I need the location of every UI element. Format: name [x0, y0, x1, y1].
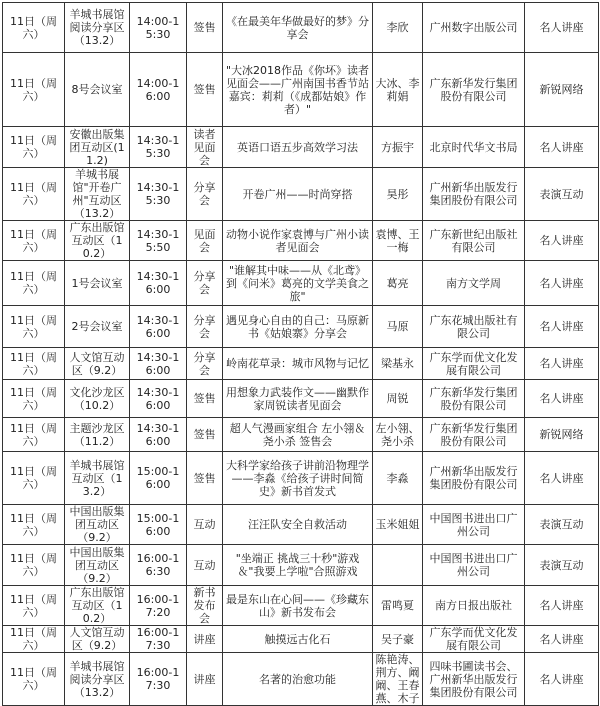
cell-cat: 新锐网络: [525, 53, 599, 127]
cell-type: 分享会: [187, 261, 223, 306]
cell-venue: 2号会议室: [65, 306, 130, 348]
cell-guest: 李欣: [373, 3, 423, 53]
cell-date: 11日（周六）: [3, 626, 65, 653]
cell-time: 14:00-16:00: [130, 53, 187, 127]
cell-time: 14:30-15:30: [130, 168, 187, 221]
cell-date: 11日（周六）: [3, 380, 65, 418]
table-row: [3, 348, 599, 380]
cell-guest: 马原: [373, 306, 423, 348]
cell-org: 广州新华出版发行集团股份有限公司: [423, 452, 525, 505]
cell-venue: 羊城书展馆互动区（13.2）: [65, 452, 130, 505]
cell-venue: 中国出版集团互动区（9.2）: [65, 545, 130, 586]
cell-guest: 昊彤: [373, 168, 423, 221]
cell-venue: 8号会议室: [65, 53, 130, 127]
table-row: [3, 380, 599, 418]
cell-cat: 名人讲座: [525, 653, 599, 706]
cell-date: 11日（周六）: [3, 53, 65, 127]
cell-venue: 广东出版馆互动区（10.2）: [65, 586, 130, 626]
cell-title: 用想象力武装作文——幽默作家周锐读者见面会: [223, 380, 373, 418]
cell-venue: 主题沙龙区（11.2）: [65, 418, 130, 452]
cell-date: 11日（周六）: [3, 127, 65, 168]
cell-date: 11日（周六）: [3, 586, 65, 626]
cell-date: 11日（周六）: [3, 505, 65, 545]
cell-guest: 吴子豪: [373, 626, 423, 653]
cell-time: 16:00-17:20: [130, 586, 187, 626]
cell-cat: 名人讲座: [525, 452, 599, 505]
cell-cat: 名人讲座: [525, 306, 599, 348]
cell-time: 15:00-16:00: [130, 452, 187, 505]
cell-venue: 人文馆互动区（9.2）: [65, 626, 130, 653]
cell-type: 互动: [187, 505, 223, 545]
cell-title: 遇见身心自由的自己：马原新书《姑娘寨》分享会: [223, 306, 373, 348]
cell-date: 11日（周六）: [3, 452, 65, 505]
cell-date: 11日（周六）: [3, 306, 65, 348]
cell-type: 签售: [187, 53, 223, 127]
cell-guest: 梁基永: [373, 348, 423, 380]
cell-title: 触摸远古化石: [223, 626, 373, 653]
cell-venue: 羊城书展馆阅读分享区（13.2）: [65, 653, 130, 706]
cell-guest: 左小翎、尧小杀: [373, 418, 423, 452]
cell-type: 读者见面会: [187, 127, 223, 168]
table-row: [3, 221, 599, 261]
cell-cat: 名人讲座: [525, 221, 599, 261]
cell-title: "谁解其中味——从《北鸢》到《问米》葛亮的文学美食之旅": [223, 261, 373, 306]
cell-title: 岭南花草录：城市风物与记忆: [223, 348, 373, 380]
table-row: [3, 418, 599, 452]
cell-type: 讲座: [187, 626, 223, 653]
cell-venue: 广东出版馆互动区（10.2）: [65, 221, 130, 261]
cell-cat: 名人讲座: [525, 380, 599, 418]
cell-type: 新书发布会: [187, 586, 223, 626]
cell-title: 汪汪队安全自救活动: [223, 505, 373, 545]
cell-time: 14:30-16:00: [130, 306, 187, 348]
cell-type: 签售: [187, 418, 223, 452]
table-row: [3, 261, 599, 306]
table-row: [3, 545, 599, 586]
cell-time: 15:00-16:00: [130, 505, 187, 545]
cell-org: 广州新华出版发行集团股份有限公司: [423, 168, 525, 221]
table-row: [3, 306, 599, 348]
cell-guest: 李淼: [373, 452, 423, 505]
cell-org: 广州数字出版公司: [423, 3, 525, 53]
table-row: [3, 505, 599, 545]
cell-guest: 葛亮: [373, 261, 423, 306]
cell-time: 14:30-15:30: [130, 127, 187, 168]
cell-time: 16:00-17:30: [130, 626, 187, 653]
table-row: [3, 653, 599, 706]
cell-venue: 羊城书展馆阅读分享区（13.2）: [65, 3, 130, 53]
cell-type: 见面会: [187, 221, 223, 261]
cell-type: 签售: [187, 452, 223, 505]
cell-org: 广东新华发行集团股份有限公司: [423, 53, 525, 127]
table-row: [3, 3, 599, 53]
cell-date: 11日（周六）: [3, 653, 65, 706]
cell-org: 中国图书进出口广州公司: [423, 505, 525, 545]
cell-org: 四味书圃读书会、广州新华出版发行集团股份有限公司: [423, 653, 525, 706]
cell-org: 北京时代华文书局: [423, 127, 525, 168]
cell-org: 中国图书进出口广州公司: [423, 545, 525, 586]
cell-venue: 羊城书展馆"开卷广州"互动区（13.2）: [65, 168, 130, 221]
cell-org: 广东学而优文化发展有限公司: [423, 626, 525, 653]
cell-date: 11日（周六）: [3, 168, 65, 221]
cell-title: 最是东山在心间——《珍藏东山》新书发布会: [223, 586, 373, 626]
cell-cat: 名人讲座: [525, 586, 599, 626]
cell-cat: 名人讲座: [525, 348, 599, 380]
cell-type: 互动: [187, 545, 223, 586]
table-row: [3, 586, 599, 626]
cell-title: "大冰2018作品《你坏》读者见面会——广州南国书香节站 嘉宾：莉莉（《成都姑娘》作者）": [223, 53, 373, 127]
cell-cat: 表演互动: [525, 545, 599, 586]
cell-type: 签售: [187, 3, 223, 53]
cell-date: 11日（周六）: [3, 418, 65, 452]
cell-type: 签售: [187, 380, 223, 418]
cell-title: 英语口语五步高效学习法: [223, 127, 373, 168]
cell-title: 大科学家给孩子讲前沿物理学——李淼《给孩子讲时间简史》新书首发式: [223, 452, 373, 505]
cell-org: 广东新世纪出版社有限公司: [423, 221, 525, 261]
cell-cat: 名人讲座: [525, 626, 599, 653]
cell-title: 名著的治愈功能: [223, 653, 373, 706]
cell-guest: 周锐: [373, 380, 423, 418]
cell-type: 分享会: [187, 306, 223, 348]
cell-org: 广东新华发行集团股份有限公司: [423, 418, 525, 452]
table-row: [3, 53, 599, 127]
cell-time: 14:30-16:00: [130, 418, 187, 452]
cell-cat: 名人讲座: [525, 261, 599, 306]
cell-time: 14:30-15:50: [130, 221, 187, 261]
table-row: [3, 168, 599, 221]
cell-cat: 表演互动: [525, 505, 599, 545]
cell-time: 16:00-16:30: [130, 545, 187, 586]
cell-cat: 名人讲座: [525, 127, 599, 168]
cell-date: 11日（周六）: [3, 348, 65, 380]
cell-cat: 名人讲座: [525, 3, 599, 53]
cell-date: 11日（周六）: [3, 261, 65, 306]
cell-time: 14:30-16:00: [130, 380, 187, 418]
cell-time: 14:00-15:30: [130, 3, 187, 53]
cell-time: 16:00-17:30: [130, 653, 187, 706]
cell-type: 分享会: [187, 348, 223, 380]
cell-venue: 人文馆互动区（9.2）: [65, 348, 130, 380]
cell-title: 动物小说作家袁博与广州小读者见面会: [223, 221, 373, 261]
cell-cat: 新锐网络: [525, 418, 599, 452]
cell-org: 广东新华发行集团股份有限公司: [423, 380, 525, 418]
table-row: [3, 127, 599, 168]
cell-org: 南方日报出版社: [423, 586, 525, 626]
cell-date: 11日（周六）: [3, 545, 65, 586]
cell-cat: 表演互动: [525, 168, 599, 221]
cell-venue: 文化沙龙区（10.2）: [65, 380, 130, 418]
cell-venue: 安徽出版集团互动区(11.2): [65, 127, 130, 168]
cell-type: 分享会: [187, 168, 223, 221]
table-row: [3, 452, 599, 505]
cell-guest: 大冰、李莉娟: [373, 53, 423, 127]
cell-title: 《在最美年华做最好的梦》分享会: [223, 3, 373, 53]
cell-title: 开卷广州——时尚穿搭: [223, 168, 373, 221]
cell-org: 南方文学周: [423, 261, 525, 306]
cell-guest: 陈艳涛、荆方、阚阚、王春燕、木子: [373, 653, 423, 706]
cell-title: 超人气漫画家组合 左小翎＆尧小杀 签售会: [223, 418, 373, 452]
cell-guest: 雷鸣夏: [373, 586, 423, 626]
cell-type: 讲座: [187, 653, 223, 706]
cell-guest: 玉米姐姐: [373, 505, 423, 545]
cell-time: 14:30-16:00: [130, 348, 187, 380]
cell-date: 11日（周六）: [3, 221, 65, 261]
event-schedule-table: [2, 2, 599, 706]
cell-date: 11日（周六）: [3, 3, 65, 53]
cell-org: 广东学而优文化发展有限公司: [423, 348, 525, 380]
table-row: [3, 626, 599, 653]
cell-title: "坐端正 挑战三十秒"游戏＆"我要上学啦"合照游戏: [223, 545, 373, 586]
cell-venue: 1号会议室: [65, 261, 130, 306]
cell-org: 广东花城出版社有限公司: [423, 306, 525, 348]
cell-time: 14:30-16:00: [130, 261, 187, 306]
cell-guest: [373, 545, 423, 586]
cell-guest: 袁博、王一梅: [373, 221, 423, 261]
cell-guest: 方振宇: [373, 127, 423, 168]
cell-venue: 中国出版集团互动区（9.2）: [65, 505, 130, 545]
